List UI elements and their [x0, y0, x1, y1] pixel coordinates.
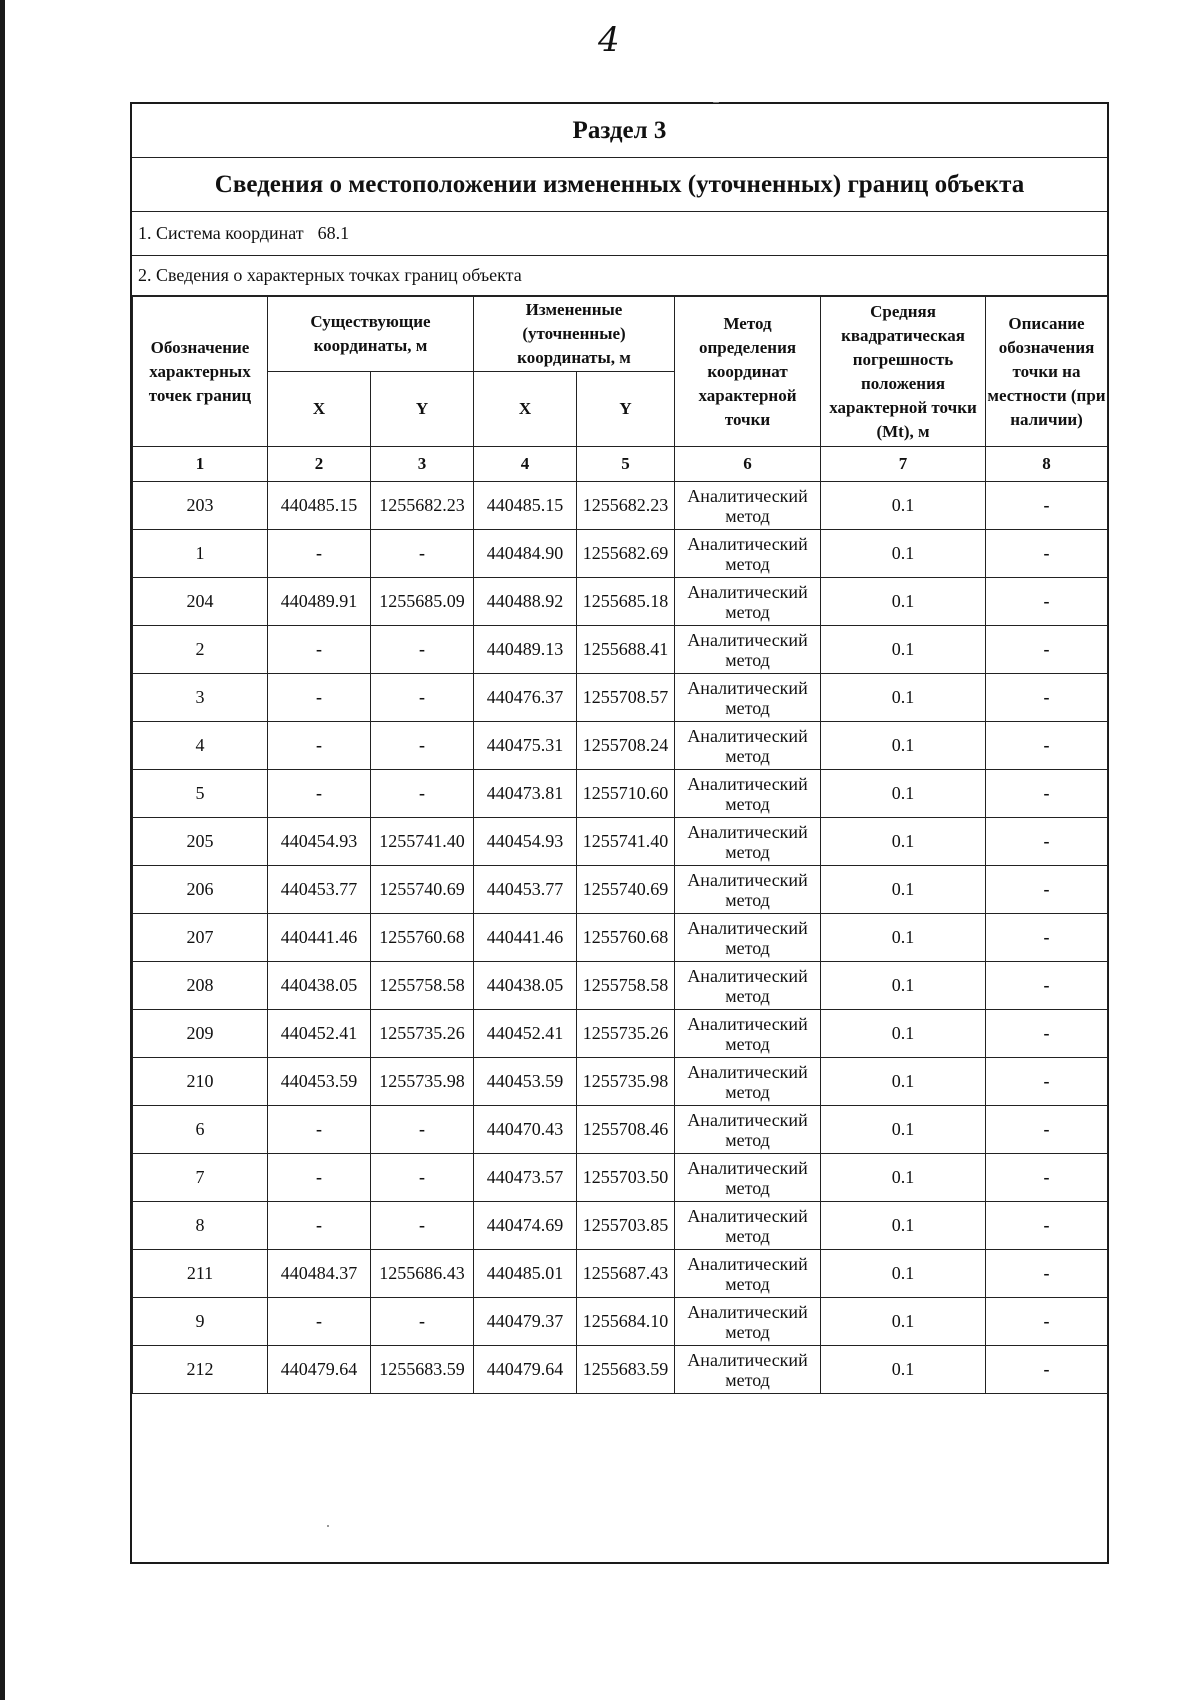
method-cell — [675, 1298, 821, 1346]
header-changed-x: X — [474, 372, 577, 447]
method-cell — [675, 1010, 821, 1058]
existing-x-cell: - — [268, 1298, 371, 1346]
existing-x-cell: 440453.59 — [268, 1058, 371, 1106]
method-cell — [675, 1058, 821, 1106]
table-row — [133, 578, 1108, 626]
method-cell — [675, 818, 821, 866]
scan-speck — [713, 102, 719, 103]
method-cell — [675, 962, 821, 1010]
point-designation-cell: 211 — [133, 1250, 268, 1298]
existing-y-cell: 1255735.26 — [371, 1010, 474, 1058]
changed-x-cell: 440470.43 — [474, 1106, 577, 1154]
mean-square-error-cell: 0.1 — [821, 1106, 986, 1154]
mean-square-error-cell: 0.1 — [821, 1298, 986, 1346]
header-changed-coordinates: Измененные (уточненные) координаты, м — [474, 297, 675, 372]
mean-square-error-cell: 0.1 — [821, 962, 986, 1010]
changed-x-cell: 440475.31 — [474, 722, 577, 770]
mean-square-error-cell: 0.1 — [821, 1010, 986, 1058]
existing-y-cell: - — [371, 770, 474, 818]
existing-y-cell: 1255760.68 — [371, 914, 474, 962]
changed-x-cell: 440479.64 — [474, 1346, 577, 1394]
point-description-cell: - — [986, 674, 1108, 722]
column-number: 5 — [577, 447, 675, 482]
changed-x-cell: 440479.37 — [474, 1298, 577, 1346]
point-designation-cell: 4 — [133, 722, 268, 770]
table-row — [133, 722, 1108, 770]
point-description-cell: - — [986, 722, 1108, 770]
method-cell — [675, 722, 821, 770]
point-designation-cell: 206 — [133, 866, 268, 914]
mean-square-error-cell: 0.1 — [821, 626, 986, 674]
method-cell — [675, 1250, 821, 1298]
table-row — [133, 962, 1108, 1010]
existing-y-cell: 1255740.69 — [371, 866, 474, 914]
method-line: Аналитический — [687, 485, 808, 506]
existing-y-cell: 1255735.98 — [371, 1058, 474, 1106]
header-changed-y: Y — [577, 372, 675, 447]
mean-square-error-cell: 0.1 — [821, 914, 986, 962]
existing-x-cell: - — [268, 530, 371, 578]
changed-x-cell: 440485.15 — [474, 482, 577, 530]
point-description-cell: - — [986, 962, 1108, 1010]
existing-x-cell: - — [268, 770, 371, 818]
scan-speck — [327, 1525, 329, 1527]
method-cell — [675, 578, 821, 626]
point-description-cell: - — [986, 1106, 1108, 1154]
point-designation-cell: 205 — [133, 818, 268, 866]
column-number-row — [133, 447, 1108, 482]
method-cell — [675, 482, 821, 530]
method-line: Аналитический — [687, 677, 808, 698]
method-line: Аналитический — [687, 773, 808, 794]
method-line: метод — [725, 745, 770, 766]
method-line: Аналитический — [687, 533, 808, 554]
section-title: Раздел 3 — [132, 104, 1107, 158]
changed-x-cell: 440473.57 — [474, 1154, 577, 1202]
method-line: метод — [725, 1321, 770, 1342]
changed-y-cell: 1255710.60 — [577, 770, 675, 818]
method-line: Аналитический — [687, 1205, 808, 1226]
existing-x-cell: 440453.77 — [268, 866, 371, 914]
existing-x-cell: 440441.46 — [268, 914, 371, 962]
column-number: 1 — [133, 447, 268, 482]
method-line: Аналитический — [687, 1061, 808, 1082]
point-designation-cell: 204 — [133, 578, 268, 626]
mean-square-error-cell: 0.1 — [821, 530, 986, 578]
method-cell — [675, 626, 821, 674]
changed-y-cell: 1255758.58 — [577, 962, 675, 1010]
changed-y-cell: 1255740.69 — [577, 866, 675, 914]
method-line: метод — [725, 1369, 770, 1390]
changed-x-cell: 440453.77 — [474, 866, 577, 914]
table-row — [133, 1298, 1108, 1346]
point-description-cell: - — [986, 770, 1108, 818]
existing-x-cell: 440479.64 — [268, 1346, 371, 1394]
point-designation-cell: 209 — [133, 1010, 268, 1058]
existing-y-cell: - — [371, 1106, 474, 1154]
mean-square-error-cell: 0.1 — [821, 578, 986, 626]
existing-y-cell: - — [371, 1202, 474, 1250]
mean-square-error-cell: 0.1 — [821, 722, 986, 770]
header-existing-y: Y — [371, 372, 474, 447]
existing-y-cell: 1255685.09 — [371, 578, 474, 626]
point-designation-cell: 7 — [133, 1154, 268, 1202]
existing-x-cell: 440452.41 — [268, 1010, 371, 1058]
coordinate-system-label: 1. Система координат — [138, 223, 304, 243]
changed-x-cell: 440484.90 — [474, 530, 577, 578]
table-row — [133, 1058, 1108, 1106]
method-cell — [675, 1346, 821, 1394]
column-number: 6 — [675, 447, 821, 482]
point-description-cell: - — [986, 1058, 1108, 1106]
point-description-cell: - — [986, 914, 1108, 962]
method-cell — [675, 914, 821, 962]
existing-x-cell: - — [268, 1106, 371, 1154]
coordinate-system-line — [132, 212, 1107, 256]
changed-y-cell: 1255703.85 — [577, 1202, 675, 1250]
method-line: метод — [725, 505, 770, 526]
existing-y-cell: - — [371, 626, 474, 674]
mean-square-error-cell: 0.1 — [821, 674, 986, 722]
changed-y-cell: 1255688.41 — [577, 626, 675, 674]
method-line: метод — [725, 601, 770, 622]
method-line: метод — [725, 1081, 770, 1102]
existing-x-cell: - — [268, 626, 371, 674]
method-line: метод — [725, 1177, 770, 1198]
changed-y-cell: 1255684.10 — [577, 1298, 675, 1346]
point-description-cell: - — [986, 578, 1108, 626]
table-row — [133, 674, 1108, 722]
mean-square-error-cell: 0.1 — [821, 770, 986, 818]
existing-x-cell: 440438.05 — [268, 962, 371, 1010]
table-row — [133, 818, 1108, 866]
method-line: Аналитический — [687, 869, 808, 890]
point-description-cell: - — [986, 530, 1108, 578]
method-line: метод — [725, 1273, 770, 1294]
method-line: метод — [725, 649, 770, 670]
table-body — [133, 482, 1108, 1394]
existing-y-cell: 1255758.58 — [371, 962, 474, 1010]
changed-y-cell: 1255703.50 — [577, 1154, 675, 1202]
header-designation: Обозначение характерных точек границ — [133, 297, 268, 447]
point-designation-cell: 3 — [133, 674, 268, 722]
method-line: Аналитический — [687, 1349, 808, 1370]
method-line: метод — [725, 985, 770, 1006]
changed-y-cell: 1255685.18 — [577, 578, 675, 626]
method-line: Аналитический — [687, 1301, 808, 1322]
changed-x-cell: 440452.41 — [474, 1010, 577, 1058]
method-line: метод — [725, 937, 770, 958]
changed-y-cell: 1255683.59 — [577, 1346, 675, 1394]
method-line: Аналитический — [687, 629, 808, 650]
point-description-cell: - — [986, 1154, 1108, 1202]
table-row — [133, 1154, 1108, 1202]
existing-y-cell: 1255683.59 — [371, 1346, 474, 1394]
changed-x-cell: 440488.92 — [474, 578, 577, 626]
method-line: метод — [725, 1033, 770, 1054]
mean-square-error-cell: 0.1 — [821, 1154, 986, 1202]
existing-x-cell: 440454.93 — [268, 818, 371, 866]
existing-x-cell: - — [268, 674, 371, 722]
column-number: 3 — [371, 447, 474, 482]
changed-y-cell: 1255708.24 — [577, 722, 675, 770]
method-cell — [675, 770, 821, 818]
point-designation-cell: 8 — [133, 1202, 268, 1250]
mean-square-error-cell: 0.1 — [821, 1346, 986, 1394]
point-description-cell: - — [986, 482, 1108, 530]
point-description-cell: - — [986, 1346, 1108, 1394]
table-row — [133, 1346, 1108, 1394]
column-number: 7 — [821, 447, 986, 482]
changed-x-cell: 440473.81 — [474, 770, 577, 818]
header-existing-coordinates: Существующие координаты, м — [268, 297, 474, 372]
header-existing-x: X — [268, 372, 371, 447]
method-cell — [675, 1154, 821, 1202]
point-description-cell: - — [986, 1250, 1108, 1298]
existing-x-cell: 440484.37 — [268, 1250, 371, 1298]
table-row — [133, 1106, 1108, 1154]
table-row — [133, 482, 1108, 530]
existing-y-cell: 1255682.23 — [371, 482, 474, 530]
method-cell — [675, 530, 821, 578]
method-line: метод — [725, 841, 770, 862]
table-row — [133, 1202, 1108, 1250]
document-frame — [130, 102, 1109, 1564]
method-line: метод — [725, 697, 770, 718]
changed-x-cell: 440438.05 — [474, 962, 577, 1010]
point-description-cell: - — [986, 626, 1108, 674]
existing-y-cell: - — [371, 1298, 474, 1346]
column-number: 2 — [268, 447, 371, 482]
point-description-cell: - — [986, 1298, 1108, 1346]
changed-x-cell: 440454.93 — [474, 818, 577, 866]
changed-y-cell: 1255687.43 — [577, 1250, 675, 1298]
existing-y-cell: - — [371, 722, 474, 770]
method-line: Аналитический — [687, 821, 808, 842]
existing-y-cell: 1255686.43 — [371, 1250, 474, 1298]
table-row — [133, 530, 1108, 578]
point-designation-cell: 212 — [133, 1346, 268, 1394]
table-row — [133, 770, 1108, 818]
point-description-cell: - — [986, 1010, 1108, 1058]
mean-square-error-cell: 0.1 — [821, 1250, 986, 1298]
method-line: метод — [725, 553, 770, 574]
changed-y-cell: 1255735.98 — [577, 1058, 675, 1106]
existing-y-cell: - — [371, 674, 474, 722]
changed-x-cell: 440489.13 — [474, 626, 577, 674]
method-cell — [675, 1106, 821, 1154]
method-line: Аналитический — [687, 581, 808, 602]
point-designation-cell: 210 — [133, 1058, 268, 1106]
existing-y-cell: 1255741.40 — [371, 818, 474, 866]
method-line: Аналитический — [687, 1109, 808, 1130]
table-row — [133, 1250, 1108, 1298]
changed-x-cell: 440453.59 — [474, 1058, 577, 1106]
table-row — [133, 866, 1108, 914]
changed-y-cell: 1255760.68 — [577, 914, 675, 962]
point-designation-cell: 207 — [133, 914, 268, 962]
method-line: Аналитический — [687, 725, 808, 746]
mean-square-error-cell: 0.1 — [821, 866, 986, 914]
existing-x-cell: - — [268, 1154, 371, 1202]
point-designation-cell: 9 — [133, 1298, 268, 1346]
mean-square-error-cell: 0.1 — [821, 482, 986, 530]
method-line: метод — [725, 1129, 770, 1150]
method-cell — [675, 1202, 821, 1250]
method-line: Аналитический — [687, 1013, 808, 1034]
method-line: метод — [725, 1225, 770, 1246]
point-designation-cell: 2 — [133, 626, 268, 674]
header-mean-square-error: Средняя квадратическая погрешность положения характерной точки (Mt), м — [821, 297, 986, 447]
mean-square-error-cell: 0.1 — [821, 1058, 986, 1106]
existing-x-cell: 440485.15 — [268, 482, 371, 530]
header-point-description: Описание обозначения точки на местности (при наличии) — [986, 297, 1108, 447]
section-subtitle: Сведения о местоположении измененных (уточненных) границ объекта — [132, 158, 1107, 212]
point-designation-cell: 203 — [133, 482, 268, 530]
changed-x-cell: 440485.01 — [474, 1250, 577, 1298]
method-line: Аналитический — [687, 1253, 808, 1274]
handwritten-page-number: 4 — [598, 20, 620, 60]
method-line: Аналитический — [687, 917, 808, 938]
method-cell — [675, 866, 821, 914]
mean-square-error-cell: 0.1 — [821, 1202, 986, 1250]
table-row — [133, 914, 1108, 962]
point-designation-cell: 5 — [133, 770, 268, 818]
table-row — [133, 626, 1108, 674]
changed-y-cell: 1255708.57 — [577, 674, 675, 722]
boundary-points-table — [132, 296, 1108, 1394]
changed-y-cell: 1255741.40 — [577, 818, 675, 866]
method-line: Аналитический — [687, 1157, 808, 1178]
method-line: метод — [725, 889, 770, 910]
point-description-cell: - — [986, 1202, 1108, 1250]
table-row — [133, 1010, 1108, 1058]
changed-y-cell: 1255735.26 — [577, 1010, 675, 1058]
changed-y-cell: 1255708.46 — [577, 1106, 675, 1154]
existing-x-cell: 440489.91 — [268, 578, 371, 626]
point-description-cell: - — [986, 866, 1108, 914]
existing-x-cell: - — [268, 1202, 371, 1250]
header-method: Метод определения координат характерной точки — [675, 297, 821, 447]
point-description-cell: - — [986, 818, 1108, 866]
mean-square-error-cell: 0.1 — [821, 818, 986, 866]
column-number: 4 — [474, 447, 577, 482]
coordinate-system-value: 68.1 — [317, 223, 350, 243]
existing-y-cell: - — [371, 530, 474, 578]
existing-y-cell: - — [371, 1154, 474, 1202]
changed-x-cell: 440476.37 — [474, 674, 577, 722]
method-cell — [675, 674, 821, 722]
changed-x-cell: 440474.69 — [474, 1202, 577, 1250]
point-designation-cell: 208 — [133, 962, 268, 1010]
existing-x-cell: - — [268, 722, 371, 770]
changed-y-cell: 1255682.23 — [577, 482, 675, 530]
method-line: метод — [725, 793, 770, 814]
changed-x-cell: 440441.46 — [474, 914, 577, 962]
column-number: 8 — [986, 447, 1108, 482]
points-info-line: 2. Сведения о характерных точках границ объекта — [132, 256, 1107, 296]
point-designation-cell: 6 — [133, 1106, 268, 1154]
point-designation-cell: 1 — [133, 530, 268, 578]
scan-edge — [0, 0, 5, 1700]
changed-y-cell: 1255682.69 — [577, 530, 675, 578]
method-line: Аналитический — [687, 965, 808, 986]
